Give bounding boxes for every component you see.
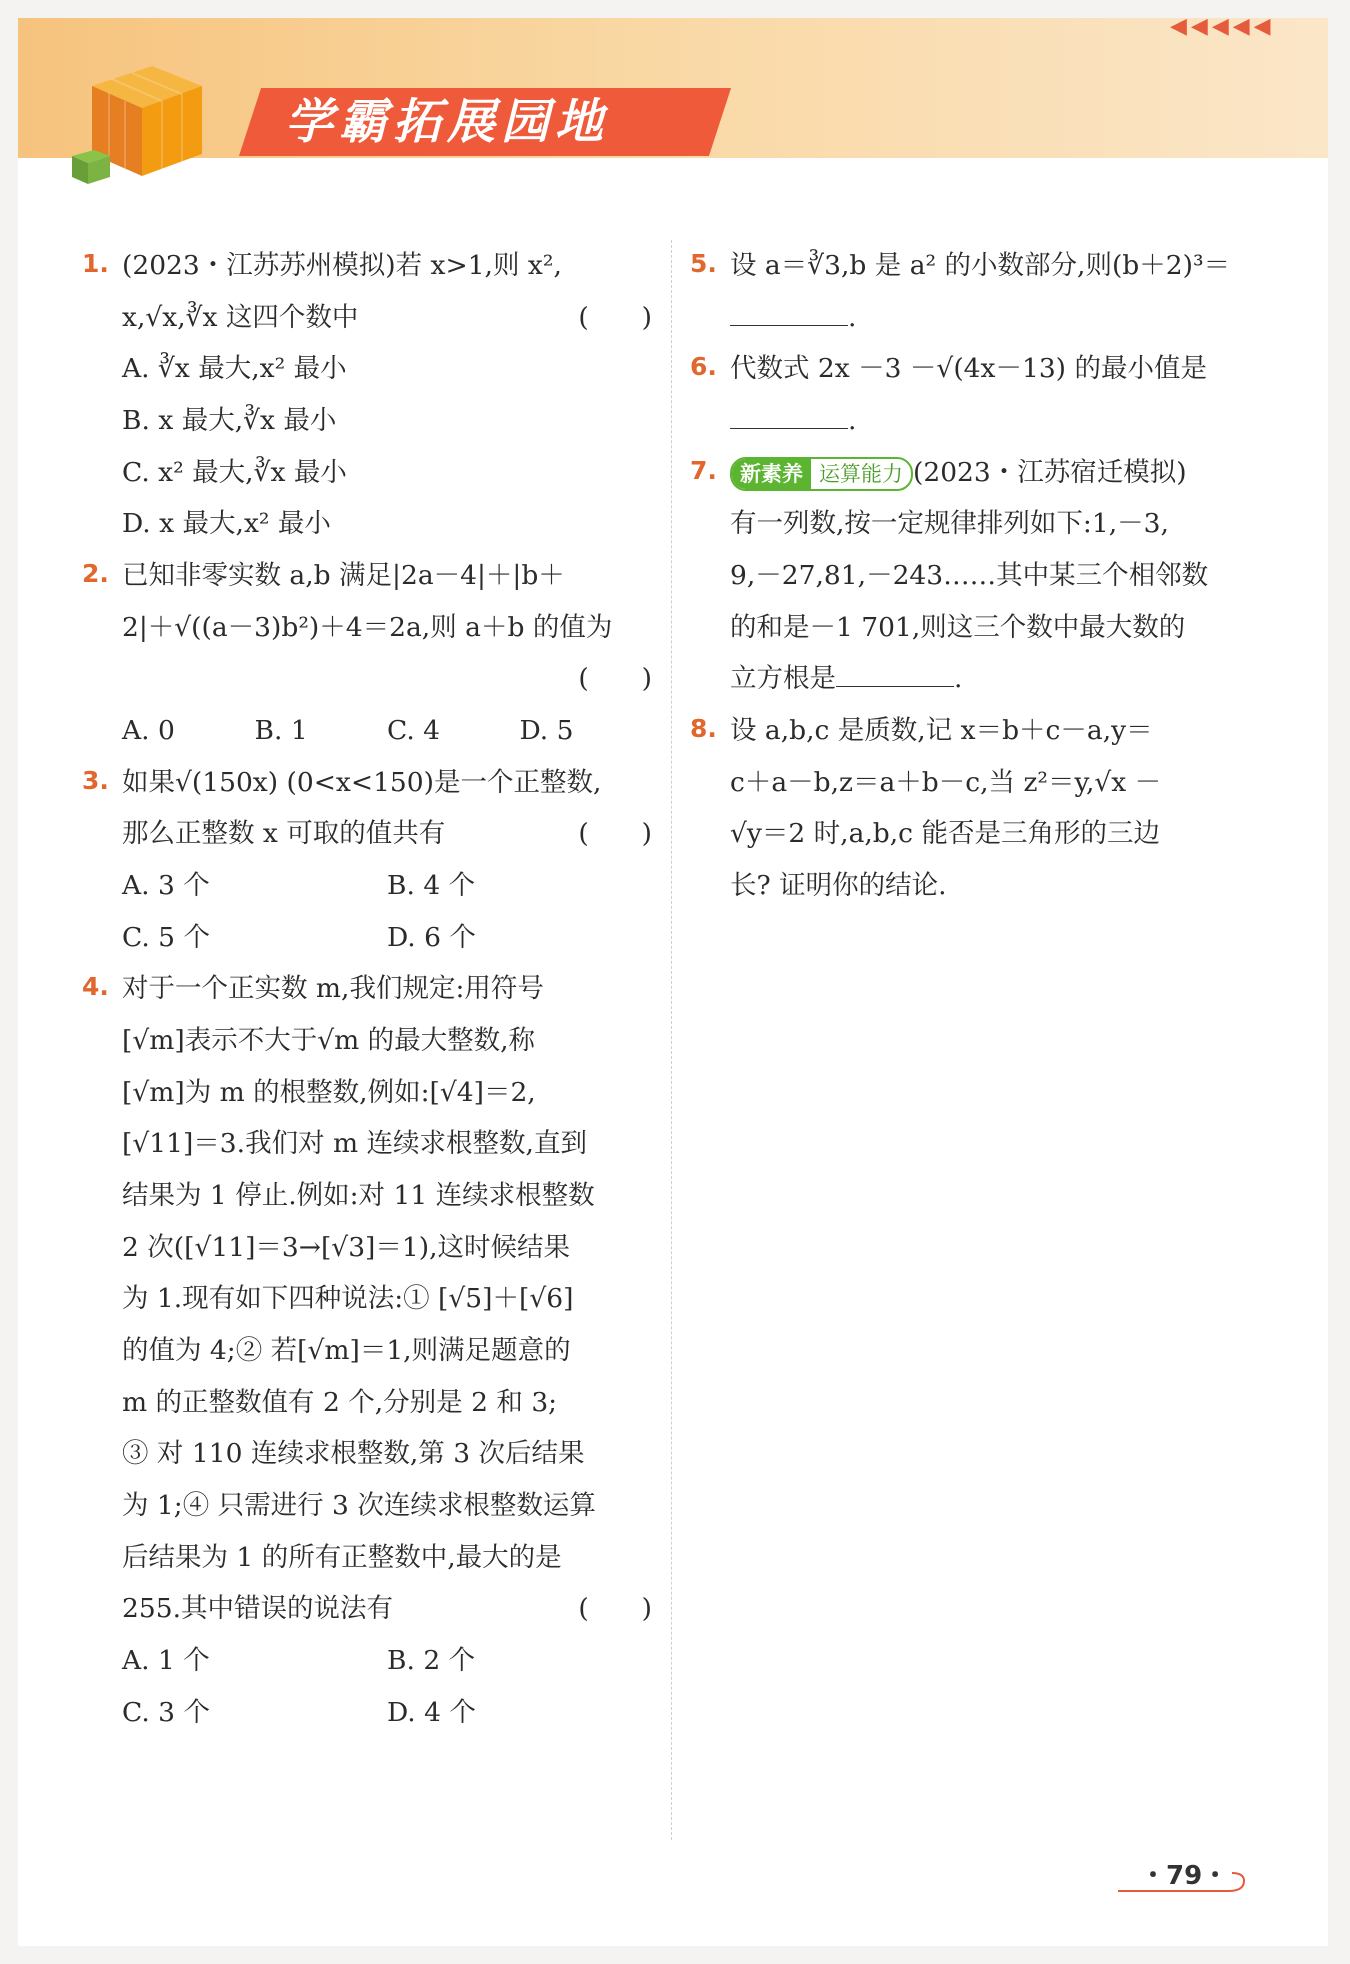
question-text: 立方根是 . (730, 663, 963, 695)
competency-tag: 新素养 运算能力 (730, 457, 913, 491)
question-text: 2|＋√((a－3)b²)＋4＝2a,则 a＋b 的值为 (122, 611, 613, 643)
question-text: m 的正整数值有 2 个,分别是 2 和 3; (122, 1386, 558, 1418)
option-a[interactable]: A. 0 (122, 715, 175, 747)
question-text: 对于一个正实数 m,我们规定:用符号 (122, 973, 544, 1005)
answer-blank[interactable] (730, 303, 848, 326)
question-text: 的和是－1 701,则这三个数中最大数的 (730, 611, 1186, 643)
answer-bracket[interactable]: ( ) (578, 1593, 652, 1625)
option-b[interactable]: B. x 最大,∛x 最小 (122, 405, 337, 437)
question-text: 后结果为 1 的所有正整数中,最大的是 (122, 1541, 562, 1573)
option-a[interactable]: A. 1 个 (122, 1645, 210, 1677)
page-number: ・79・ (1140, 1861, 1229, 1891)
question-text: 有一列数,按一定规律排列如下:1,－3, (730, 508, 1169, 540)
option-d[interactable]: D. x 最大,x² 最小 (122, 508, 331, 540)
answer-blank[interactable] (730, 406, 848, 429)
question-number: 1. (82, 249, 109, 278)
question-number: 8. (690, 714, 717, 744)
question-text: 已知非零实数 a,b 满足|2a－4|＋|b＋ (122, 560, 565, 592)
question-text: (2023・江苏苏州模拟)若 x>1,则 x², (122, 250, 562, 281)
question-number: 7. (690, 455, 717, 485)
question-text: 如果√(150x) (0<x<150)是一个正整数, (122, 766, 602, 798)
question-number: 6. (690, 352, 717, 382)
question-4 (82, 963, 652, 1738)
question-1 (82, 240, 652, 550)
arrow-decoration-icon: ◀◀◀◀◀ (1170, 14, 1275, 39)
left-column (82, 240, 652, 1738)
question-6 (690, 343, 1260, 446)
question-5 (690, 240, 1260, 343)
question-text: √y＝2 时,a,b,c 能否是三角形的三边 (730, 818, 1160, 850)
option-c[interactable]: C. 4 (387, 715, 441, 747)
option-c[interactable]: C. 5 个 (122, 921, 210, 953)
question-number: 2. (82, 559, 109, 589)
question-text: 结果为 1 停止.例如:对 11 连续求根整数 (122, 1180, 595, 1212)
question-text (122, 653, 652, 705)
answer-line: . (730, 292, 1260, 344)
answer-bracket[interactable]: ( ) (578, 663, 652, 695)
options-row (122, 912, 652, 964)
question-text: c＋a－b,z＝a＋b－c,当 z²＝y,√x － (730, 766, 1162, 798)
question-number: 4. (82, 972, 109, 1002)
option-c[interactable]: C. 3 个 (122, 1696, 210, 1728)
options-row (122, 1687, 652, 1739)
option-b[interactable]: B. 4 个 (387, 870, 476, 902)
question-text: 2 次([√11]＝3→[√3]＝1),这时候结果 (122, 1231, 571, 1263)
option-d[interactable]: D. 5 (519, 715, 574, 747)
option-b[interactable]: B. 1 (254, 715, 308, 747)
options-row (122, 705, 652, 757)
question-text: 那么正整数 x 可取的值共有 ( ) (122, 808, 652, 860)
question-text: [√m]为 m 的根整数,例如:[√4]＝2, (122, 1076, 536, 1108)
question-text: [√11]＝3.我们对 m 连续求根整数,直到 (122, 1128, 587, 1160)
question-7 (690, 447, 1260, 705)
right-column (690, 240, 1260, 912)
answer-bracket[interactable]: ( ) (578, 818, 652, 850)
question-text: 设 a,b,c 是质数,记 x＝b＋c－a,y＝ (730, 715, 1153, 747)
cube-icon (72, 46, 212, 186)
question-text: 代数式 2x －3 －√(4x－13) 的最小值是 (730, 353, 1207, 385)
question-text: 9,－27,81,－243……其中某三个相邻数 (730, 560, 1209, 592)
question-text: 的值为 4;② 若[√m]＝1,则满足题意的 (122, 1335, 571, 1367)
question-text: 长? 证明你的结论. (730, 870, 947, 902)
question-text: 为 1.现有如下四种说法:① [√5]＋[√6] (122, 1283, 574, 1315)
question-number: 5. (690, 249, 717, 278)
question-number: 3. (82, 765, 109, 795)
answer-line: . (730, 395, 1260, 447)
question-text: x,√x,∛x 这四个数中 ( ) (122, 292, 652, 344)
question-text: 255.其中错误的说法有 ( ) (122, 1583, 652, 1635)
question-text: 设 a＝∛3,b 是 a² 的小数部分,则(b＋2)³＝ (730, 250, 1231, 281)
options-row (122, 860, 652, 912)
column-divider (671, 240, 672, 1840)
option-a[interactable]: A. 3 个 (122, 870, 210, 902)
answer-blank[interactable] (836, 664, 954, 687)
option-a[interactable]: A. ∛x 最大,x² 最小 (122, 353, 347, 385)
option-c[interactable]: C. x² 最大,∛x 最小 (122, 456, 347, 488)
question-text: ③ 对 110 连续求根整数,第 3 次后结果 (122, 1438, 585, 1470)
option-d[interactable]: D. 6 个 (387, 921, 476, 953)
question-text: 为 1;④ 只需进行 3 次连续求根整数运算 (122, 1490, 596, 1522)
question-3 (82, 757, 652, 964)
page-curve-decoration (1118, 1865, 1248, 1895)
section-title: 学霸拓展园地 (285, 94, 610, 150)
question-text: [√m]表示不大于√m 的最大整数,称 (122, 1025, 536, 1057)
question-2 (82, 550, 652, 757)
option-b[interactable]: B. 2 个 (387, 1645, 476, 1677)
option-d[interactable]: D. 4 个 (387, 1696, 476, 1728)
options-row (122, 1635, 652, 1687)
question-text: 新素养 运算能力 (2023・江苏宿迁模拟) (730, 447, 1260, 499)
question-8 (690, 705, 1260, 912)
answer-bracket[interactable]: ( ) (578, 301, 652, 333)
